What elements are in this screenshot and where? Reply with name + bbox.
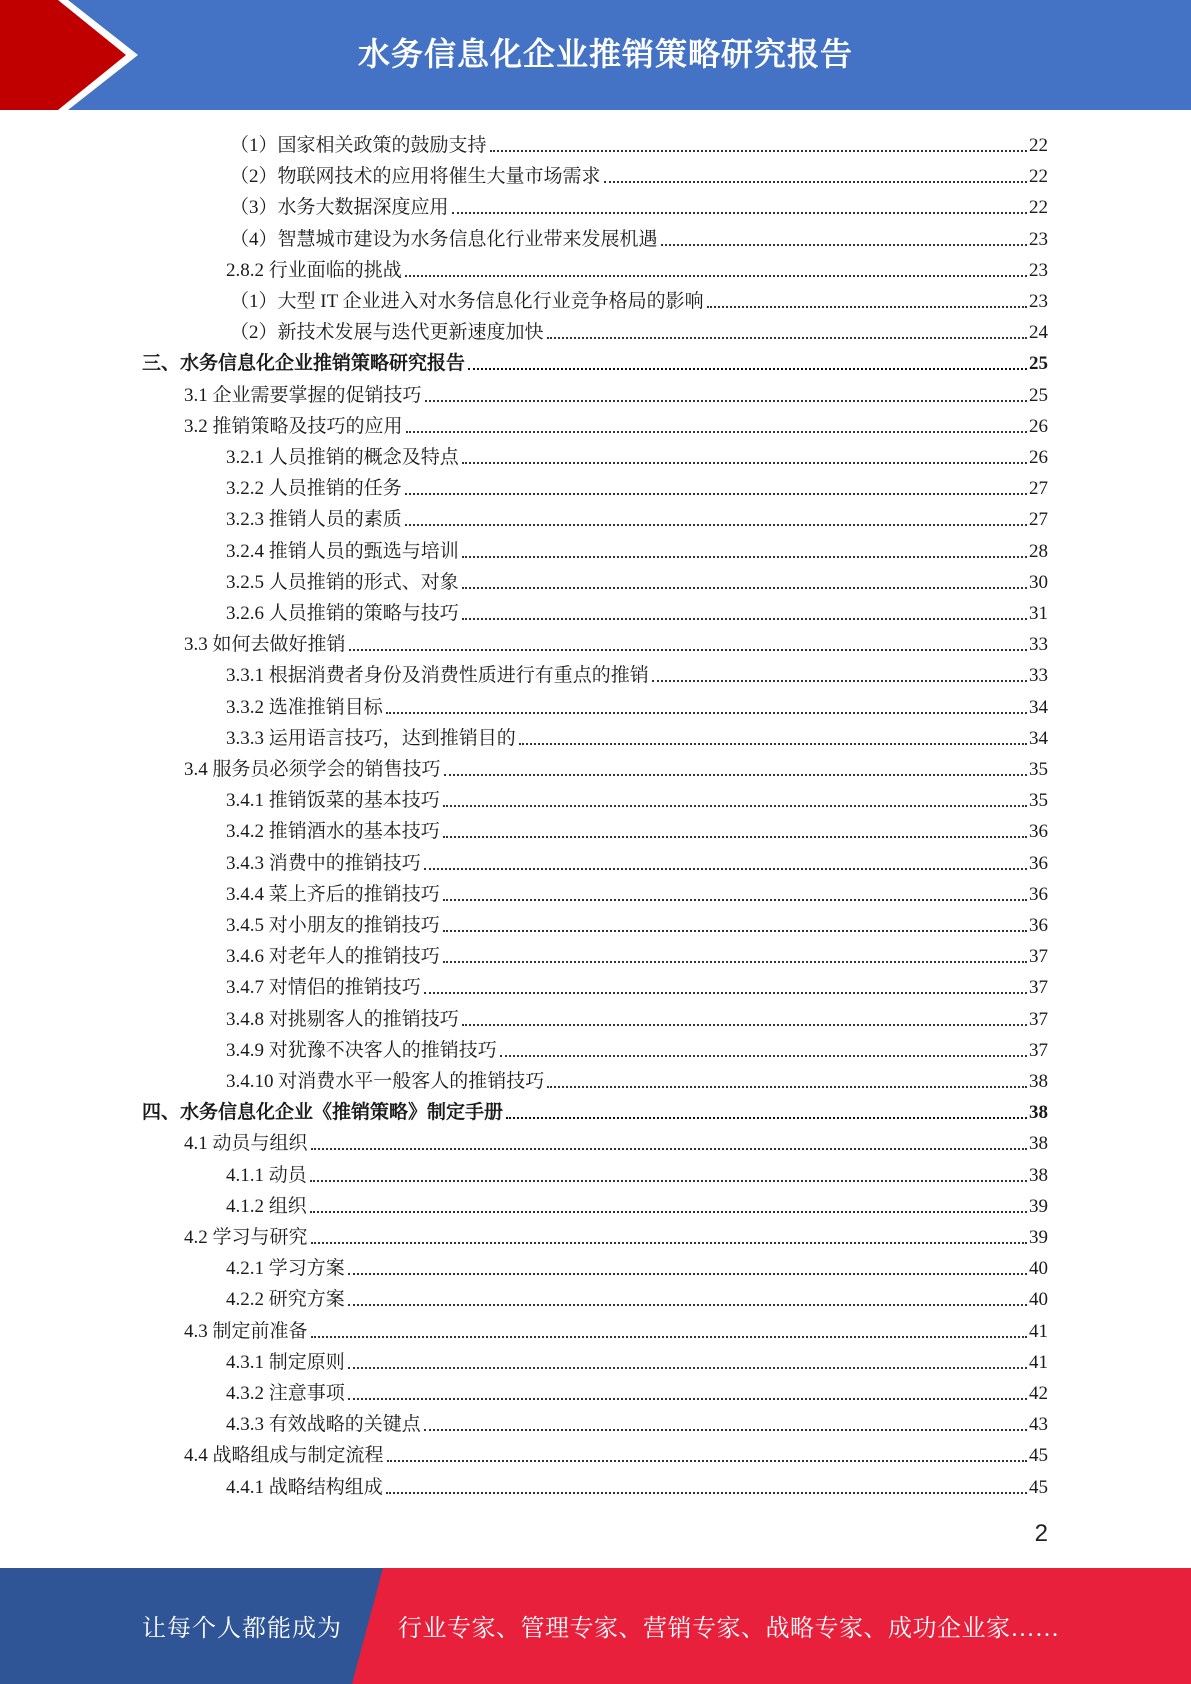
toc-dot-leader	[443, 961, 1027, 963]
toc-entry[interactable]	[226, 1344, 1048, 1375]
toc-entry-label: 4.3 制定前准备	[184, 1320, 308, 1342]
toc-dot-leader	[405, 493, 1027, 495]
toc-entry-page: 23	[1029, 291, 1048, 312]
toc-entry-page: 38	[1029, 1164, 1048, 1186]
toc-dot-leader	[547, 1086, 1027, 1088]
toc-entry-page: 41	[1029, 1320, 1048, 1342]
page-header	[0, 0, 1191, 110]
toc-entry-label: 4.4.1 战略结构组成	[226, 1476, 383, 1498]
toc-entry[interactable]	[226, 938, 1048, 969]
toc-entry-page: 22	[1029, 135, 1048, 156]
toc-dot-leader	[424, 1429, 1027, 1431]
toc-entry-page: 42	[1029, 1383, 1048, 1404]
toc-dot-leader	[506, 1117, 1027, 1119]
toc-dot-leader	[311, 1148, 1027, 1150]
toc-entry[interactable]	[230, 314, 1048, 345]
toc-entry-label: 三、水务信息化企业推销策略研究报告	[142, 353, 466, 375]
toc-entry-label: 4.1 动员与组织	[184, 1133, 308, 1155]
toc-entry[interactable]	[226, 876, 1048, 907]
toc-entry-label: 3.4.3 消费中的推销技巧	[226, 852, 421, 874]
toc-entry[interactable]	[226, 1469, 1048, 1500]
toc-entry-label: 2.8.2 行业面临的挑战	[226, 259, 402, 281]
toc-entry-label: 4.4 战略组成与制定流程	[184, 1445, 384, 1467]
toc-entry-page: 23	[1029, 228, 1048, 250]
toc-entry-label: （2）新技术发展与迭代更新速度加快	[230, 322, 544, 344]
toc-dot-leader	[462, 587, 1027, 589]
toc-dot-leader	[386, 712, 1027, 714]
toc-entry-label: （3）水务大数据深度应用	[230, 197, 449, 219]
toc-dot-leader	[443, 930, 1027, 932]
page-footer	[0, 1568, 1191, 1684]
toc-dot-leader	[443, 836, 1027, 838]
toc-entry[interactable]	[184, 751, 1048, 782]
toc-dot-leader	[387, 1460, 1027, 1462]
toc-entry-label: 4.3.1 制定原则	[226, 1351, 345, 1373]
toc-entry-label: 3.3.1 根据消费者身份及消费性质进行有重点的推销	[226, 665, 649, 687]
toc-entry[interactable]	[226, 782, 1048, 813]
toc-entry-page: 22	[1029, 166, 1048, 188]
toc-dot-leader	[462, 556, 1027, 558]
toc-entry[interactable]	[230, 189, 1048, 220]
toc-dot-leader	[443, 899, 1027, 901]
toc-entry-page: 25	[1029, 384, 1048, 406]
toc-entry-label: 4.3.2 注意事项	[226, 1383, 345, 1404]
toc-entry[interactable]	[230, 283, 1048, 314]
toc-dot-leader	[424, 868, 1027, 870]
toc-entry-label: 3.4 服务员必须学会的销售技巧	[184, 759, 441, 780]
toc-entry-label: 3.4.9 对犹豫不决客人的推销技巧	[226, 1039, 497, 1061]
toc-dot-leader	[406, 431, 1027, 433]
toc-entry[interactable]	[226, 720, 1048, 751]
toc-entry-label: 四、水务信息化企业《推销策略》制定手册	[142, 1102, 504, 1124]
toc-entry[interactable]	[226, 657, 1048, 688]
toc-entry-label: 4.3.3 有效战略的关键点	[226, 1414, 421, 1436]
toc-entry[interactable]	[226, 969, 1048, 1000]
toc-dot-leader	[707, 306, 1027, 308]
toc-entry-page: 36	[1029, 821, 1048, 843]
toc-dot-leader	[311, 1336, 1027, 1338]
toc-entry-label: 3.3 如何去做好推销	[184, 634, 346, 656]
toc-entry-page: 35	[1029, 790, 1048, 812]
toc-entry-label: 3.4.6 对老年人的推销技巧	[226, 946, 440, 968]
toc-entry-page: 36	[1029, 852, 1048, 874]
toc-entry-label: 3.3.3 运用语言技巧，达到推销目的	[226, 727, 516, 749]
toc-dot-leader	[310, 1180, 1027, 1182]
toc-entry[interactable]	[184, 626, 1048, 657]
toc-entry[interactable]	[226, 1281, 1048, 1312]
report-title: 水务信息化企业推销策略研究报告	[357, 35, 853, 73]
toc-entry[interactable]	[226, 1406, 1048, 1437]
toc-entry-label: 3.4.10 对消费水平一般客人的推销技巧	[226, 1071, 545, 1092]
toc-entry[interactable]	[184, 408, 1048, 439]
toc-entry-page: 28	[1029, 540, 1048, 562]
toc-entry-page: 45	[1029, 1476, 1048, 1498]
toc-dot-leader	[311, 1242, 1027, 1244]
toc-dot-leader	[452, 212, 1027, 214]
toc-dot-leader	[500, 1055, 1027, 1057]
toc-dot-leader	[349, 649, 1027, 651]
toc-entry-label: 4.2 学习与研究	[184, 1227, 308, 1248]
page-number: 2	[1034, 1520, 1048, 1547]
toc-entry-label: 3.2.6 人员推销的策略与技巧	[226, 603, 459, 624]
toc-entry-label: （1）大型 IT 企业进入对水务信息化行业竞争格局的影响	[230, 291, 704, 312]
toc-entry-page: 40	[1029, 1258, 1048, 1280]
toc-entry-page: 30	[1029, 571, 1048, 593]
toc-entry[interactable]	[226, 595, 1048, 626]
toc-entry[interactable]	[226, 564, 1048, 595]
toc-entry[interactable]	[226, 470, 1048, 501]
toc-dot-leader	[425, 400, 1027, 402]
toc-dot-leader	[519, 743, 1027, 745]
toc-entry-page: 39	[1029, 1227, 1048, 1248]
toc-dot-leader	[405, 524, 1027, 526]
toc-entry-label: 3.2.2 人员推销的任务	[226, 478, 402, 500]
toc-entry[interactable]	[226, 907, 1048, 938]
toc-dot-leader	[348, 1367, 1027, 1369]
toc-entry-page: 41	[1029, 1351, 1048, 1373]
toc-dot-leader	[462, 1024, 1027, 1026]
toc-entry[interactable]	[226, 252, 1048, 283]
toc-entry[interactable]	[226, 845, 1048, 876]
toc-entry[interactable]	[184, 1313, 1048, 1344]
toc-entry-page: 26	[1029, 415, 1048, 437]
toc-dot-leader	[462, 462, 1027, 464]
toc-entry-page: 22	[1029, 197, 1048, 219]
toc-entry-label: 3.4.4 菜上齐后的推销技巧	[226, 883, 440, 905]
toc-entry-label: 3.1 企业需要掌握的促销技巧	[184, 384, 422, 406]
toc-entry[interactable]	[226, 1063, 1048, 1094]
toc-entry[interactable]	[226, 1188, 1048, 1219]
toc-entry-label: 3.2.1 人员推销的概念及特点	[226, 447, 459, 468]
toc-dot-leader	[444, 774, 1027, 776]
toc-entry[interactable]	[226, 1001, 1048, 1032]
toc-entry[interactable]	[226, 533, 1048, 564]
toc-entry-page: 38	[1029, 1133, 1048, 1155]
toc-entry[interactable]	[184, 1125, 1048, 1156]
toc-entry[interactable]	[226, 813, 1048, 844]
toc-entry-label: 4.1.1 动员	[226, 1164, 307, 1186]
toc-entry-label: 3.3.2 选准推销目标	[226, 696, 383, 718]
toc-entry[interactable]	[230, 221, 1048, 252]
toc-entry-label: 3.4.5 对小朋友的推销技巧	[226, 915, 440, 936]
toc-entry-page: 37	[1029, 946, 1048, 968]
toc-dot-leader	[348, 1304, 1027, 1306]
toc-entry-label: 4.2.1 学习方案	[226, 1258, 345, 1280]
toc-entry-page: 34	[1029, 696, 1048, 718]
toc-entry[interactable]	[142, 1094, 1048, 1125]
toc-entry[interactable]	[230, 158, 1048, 189]
toc-entry[interactable]	[142, 345, 1048, 376]
toc-entry-page: 38	[1029, 1102, 1048, 1124]
toc-dot-leader	[386, 1492, 1027, 1494]
toc-entry-label: 4.2.2 研究方案	[226, 1289, 345, 1311]
toc-dot-leader	[348, 1398, 1027, 1400]
toc-entry-page: 33	[1029, 665, 1048, 687]
toc-entry-page: 25	[1029, 353, 1048, 375]
toc-entry-label: 3.2.3 推销人员的素质	[226, 509, 402, 531]
toc-entry-page: 43	[1029, 1414, 1048, 1436]
toc-dot-leader	[310, 1211, 1027, 1213]
toc-dot-leader	[652, 680, 1027, 682]
toc-entry[interactable]	[226, 1375, 1048, 1406]
toc-entry[interactable]	[226, 1157, 1048, 1188]
toc-entry-label: （2）物联网技术的应用将催生大量市场需求	[230, 166, 601, 188]
toc-entry-label: 3.2.5 人员推销的形式、对象	[226, 571, 459, 593]
toc-entry[interactable]	[226, 439, 1048, 470]
toc-entry-page: 27	[1029, 509, 1048, 531]
toc-entry[interactable]	[226, 1250, 1048, 1281]
toc-entry-label: （1）国家相关政策的鼓励支持	[230, 135, 487, 156]
toc-entry-page: 38	[1029, 1071, 1048, 1092]
toc-dot-leader	[462, 618, 1027, 620]
toc-entry[interactable]	[226, 501, 1048, 532]
toc-dot-leader	[348, 1273, 1027, 1275]
toc-dot-leader	[490, 150, 1027, 152]
toc-entry-label: 3.4.8 对挑剔客人的推销技巧	[226, 1008, 459, 1030]
toc-entry[interactable]	[226, 1032, 1048, 1063]
toc-entry-label: 3.4.1 推销饭菜的基本技巧	[226, 790, 440, 812]
toc-dot-leader	[661, 244, 1027, 246]
toc-entry-page: 45	[1029, 1445, 1048, 1467]
toc-entry-page: 37	[1029, 1039, 1048, 1061]
toc-entry-page: 24	[1029, 322, 1048, 344]
toc-dot-leader	[405, 275, 1027, 277]
toc-entry-page: 23	[1029, 259, 1048, 281]
footer-slogan-right: 行业专家、管理专家、营销专家、战略专家、成功企业家……	[398, 1616, 1060, 1642]
toc-entry-page: 36	[1029, 915, 1048, 936]
toc-entry[interactable]	[230, 127, 1048, 158]
toc-entry[interactable]	[184, 377, 1048, 408]
toc-dot-leader	[604, 181, 1027, 183]
toc-entry-page: 37	[1029, 1008, 1048, 1030]
toc-entry[interactable]	[226, 689, 1048, 720]
toc-entry-label: 4.1.2 组织	[226, 1195, 307, 1217]
toc-entry-label: 3.4.7 对情侣的推销技巧	[226, 977, 421, 999]
toc-entry-page: 26	[1029, 447, 1048, 468]
toc-entry[interactable]	[184, 1437, 1048, 1468]
toc-entry-page: 37	[1029, 977, 1048, 999]
footer-slogan-left: 让每个人都能成为	[142, 1616, 342, 1642]
toc-dot-leader	[547, 337, 1027, 339]
toc-entry-page: 40	[1029, 1289, 1048, 1311]
toc-entry-page: 35	[1029, 759, 1048, 780]
toc-entry-page: 36	[1029, 883, 1048, 905]
toc-entry-label: 3.4.2 推销酒水的基本技巧	[226, 821, 440, 843]
toc-entry-label: （4）智慧城市建设为水务信息化行业带来发展机遇	[230, 228, 658, 250]
toc-entry-label: 3.2 推销策略及技巧的应用	[184, 415, 403, 437]
toc-entry-page: 31	[1029, 603, 1048, 624]
toc-entry-label: 3.2.4 推销人员的甄选与培训	[226, 540, 459, 562]
toc-dot-leader	[468, 368, 1027, 370]
toc-entry-page: 33	[1029, 634, 1048, 656]
toc-entry-page: 34	[1029, 727, 1048, 749]
toc-entry-page: 27	[1029, 478, 1048, 500]
toc-dot-leader	[424, 992, 1027, 994]
toc-entry[interactable]	[184, 1219, 1048, 1250]
toc-dot-leader	[443, 805, 1027, 807]
toc-entry-page: 39	[1029, 1195, 1048, 1217]
